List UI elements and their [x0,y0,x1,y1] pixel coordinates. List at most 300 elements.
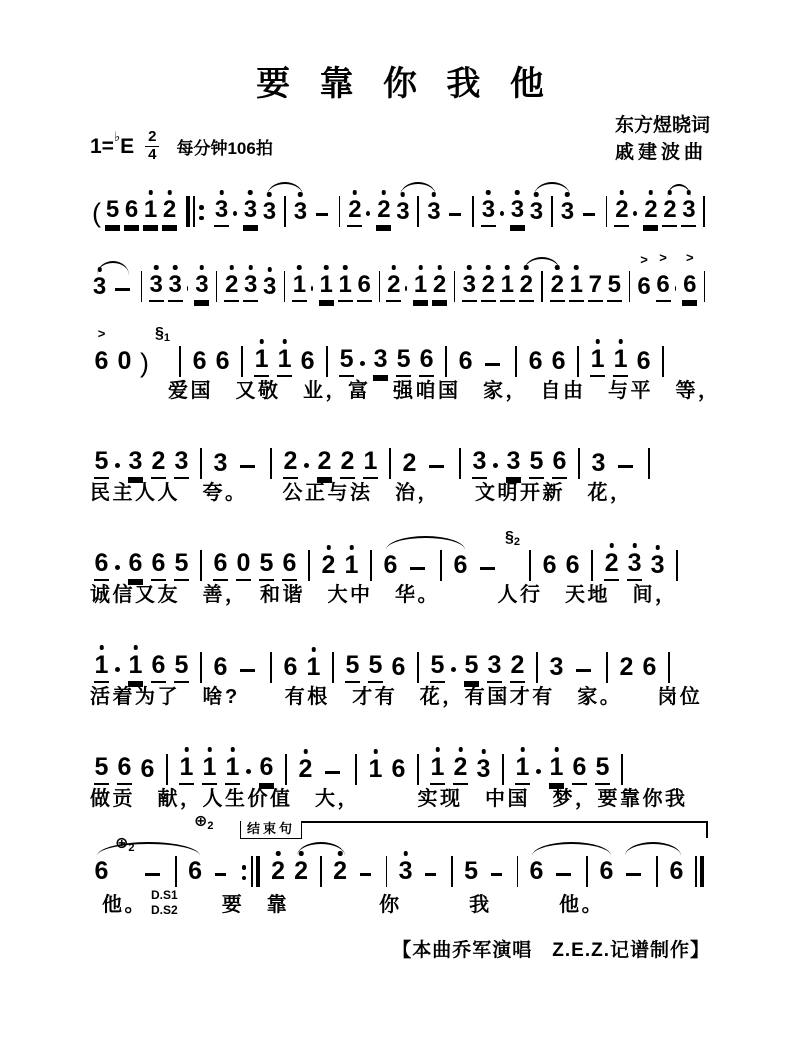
octave-dot-above [173,265,178,270]
note-3: 3 [472,449,487,479]
notation-line-5 [90,523,710,581]
barline [270,652,272,683]
octave-dot-above [311,647,316,652]
accent-mark: > [685,250,694,265]
dash-note [583,213,595,216]
key-prefix [90,129,135,159]
octave-dot-above [148,190,153,195]
barline [141,271,142,302]
barline [179,346,181,377]
tie-group [90,835,207,887]
augmentation-dot [366,211,370,216]
note-3: 3 [395,200,410,227]
note-3: 3 [149,273,164,302]
note-1: 1 [143,198,158,227]
note-1: 1 [277,347,292,377]
augmentation-dot [115,463,120,468]
note-5: 5 [430,653,445,683]
octave-dot-above [207,747,212,752]
lyrics-line-4: 民主人人 夸。 公正与法 治， 文明开新 花， [90,482,633,504]
barline [451,856,452,887]
notation-line-4 [90,421,710,479]
note-1: 1 [344,553,359,581]
tie-arc [386,536,465,550]
note-1: 1 [179,755,194,785]
octave-dot-above [437,265,442,270]
barline [308,550,310,581]
notation-line-7 [90,727,710,785]
dash-note [556,873,571,876]
note-6: 6 [529,857,544,885]
octave-dot-above [418,265,423,270]
octave-dot-above [353,190,358,195]
segno-sign: §1 [155,325,171,344]
octave-dot-above [515,190,520,195]
music-line-7 [90,727,710,812]
augmentation-dot [500,211,504,216]
note-5: 5 [94,755,109,785]
barline [648,448,650,479]
barline [284,196,286,227]
note-3: 3 [591,449,606,477]
augmentation-dot [246,769,251,774]
note-1: 1 [613,347,628,377]
note-6: 6 [283,653,298,681]
barline [606,652,608,683]
dash-note [576,669,591,672]
octave-dot-above [403,851,408,856]
note-1: 1 [363,449,378,479]
dash-note [240,465,255,468]
note-6: 6 [391,653,406,681]
music-line-6 [90,625,710,710]
note-6: 6 [419,347,434,377]
note-1: 1 [306,655,321,683]
octave-dot-above [324,265,329,270]
note-6: 6 [124,198,139,227]
note-6: 6 > [94,326,109,375]
tempo-marking: 每分钟106拍 [176,138,273,158]
note-1: 1 [338,273,353,302]
tie-group [618,841,688,887]
repeat-dots [199,201,204,227]
note-6: 6 [94,551,109,581]
barline [320,856,322,887]
note-6: 6 [565,551,580,579]
note-6: 6 > [656,273,671,302]
octave-dot-above [343,265,348,270]
bar [256,856,260,887]
notation-line-6 [90,625,710,683]
octave-dot-above [668,190,673,195]
octave-dot-above [554,747,559,752]
note-5: 5 [368,653,383,683]
octave-dot-above [230,747,235,752]
note-6: 6 [259,755,274,785]
dash-note [618,465,633,468]
barline [417,754,419,785]
barline [379,271,380,302]
note-1: 1 [569,273,584,302]
note-5: 5 [259,551,274,581]
octave-dot-above [486,190,491,195]
bar [695,856,697,887]
note-1: 1 [500,273,515,302]
barline [339,196,341,227]
dash-note [316,213,328,216]
barline [459,448,461,479]
note-5: 5 [339,347,354,377]
octave-dot-above [229,265,234,270]
note-6: 6 [599,857,614,885]
note-6: 6 [636,347,651,375]
octave-dot-above [534,192,539,197]
octave-dot-above [458,747,463,752]
note-2: 2 [298,757,313,785]
note-3: 3 [243,198,258,227]
close-paren: ) [140,348,149,378]
augmentation-dot [405,286,407,291]
ds2-label: D.S2 [151,903,178,917]
octave-dot-above [297,265,302,270]
note-3: 3 [92,275,107,302]
note-3: 3 [510,198,525,227]
octave-dot-above [392,265,397,270]
octave-dot-above [373,749,378,754]
key-prefix-text: 1= [90,135,114,158]
repeat-begin-barline [184,196,207,227]
note-1: 1 [413,273,428,302]
note-2: 2 [402,449,417,477]
octave-dot-above [326,545,331,550]
barline [541,271,543,302]
barline [355,754,357,785]
bar [700,856,704,887]
octave-dot-above [184,747,189,752]
note-3: 3 [650,553,665,581]
octave-dot-above [349,545,354,550]
octave-dot-above [595,339,600,344]
octave-dot-above [649,190,654,195]
lyric-ending-phrase: 要 靠 你 我 他。 [221,894,605,916]
note-1: 1 [225,755,240,785]
barline [668,652,670,683]
note-0: 0 [236,551,251,581]
note-6: 6 [151,551,166,581]
note-3: 3 [549,653,564,681]
time-signature [145,129,159,163]
augmentation-dot [311,286,313,291]
barline [621,754,623,785]
note-6: 6 [552,449,567,479]
barline [529,550,531,581]
note-3: 3 [214,198,229,227]
note-1: 1 [368,757,383,785]
note-3: 3 [398,859,413,887]
song-title: 要 靠 你 我 他 [256,65,554,103]
note-5: 5 [345,653,360,683]
note-6: 6 [94,857,109,885]
augmentation-dot [187,286,189,291]
octave-dot-above [505,265,510,270]
note-5: 5 [529,449,544,479]
note-7: 7 [588,273,603,302]
octave-dot-above [620,190,625,195]
barline [676,550,678,581]
note-0: 0 [117,347,132,375]
note-5: 5 [607,273,622,302]
bar [251,856,253,887]
octave-dot-above [435,747,440,752]
octave-dot-above [276,851,281,856]
note-3: 3 [462,273,477,302]
dash-note [145,873,160,876]
tie-group [260,181,310,227]
ds1-label: D.S1 [151,888,178,902]
octave-dot-above [267,192,272,197]
ending-phrase-label: 结束句 [240,821,302,839]
barline [578,448,580,479]
octave-dot-above [154,265,159,270]
barline [175,856,177,887]
barline [515,346,517,377]
barline [386,856,387,887]
barline [332,652,334,683]
accent-mark: > [640,252,648,267]
lyrics-line-6: 活着为了 啥? 有根 才有 花，有国才有 家。 岗位 [90,686,703,708]
note-5: 5 [94,449,109,479]
barline [629,271,630,302]
note-6: 6 [528,347,543,375]
note-3: 3 [194,273,209,302]
dash-note [449,213,461,216]
note-3: 3 [481,198,496,227]
note-6: 6 [215,347,230,375]
final-barline [693,856,705,887]
repeat-dots [242,861,247,887]
repeat-end-barline [239,856,262,887]
note-2: 2 [294,859,309,887]
tie-arc [97,842,200,856]
note-1: 1 [292,273,307,302]
note-1: 1 [202,755,217,785]
composer-credit: 戚建波曲 [614,142,707,164]
note-6: 6 [542,551,557,579]
augmentation-dot [536,769,541,774]
augmentation-dot [115,667,120,672]
music-line-4 [90,421,710,506]
dash-note [491,873,502,876]
octave-dot-above [248,190,253,195]
note-3: 3 [262,200,277,227]
note-6: 6 > [682,273,697,302]
tie-group [527,181,577,227]
note-2: 2 [510,653,525,683]
octave-dot-above [97,267,102,272]
bar [186,196,190,227]
coda-glyph: ⊕ [194,813,208,830]
lyrics-line-5: 诚信又友 善， 和谐 大中 华。 人行 天地 间， [90,584,678,606]
octave-dot-above [219,190,224,195]
octave-dot-above [520,747,525,752]
note-2: 2 [604,551,619,581]
barline [200,448,202,479]
time-signature-beats: 2 [145,129,159,147]
header-row [90,107,710,169]
coda-sign: ⊕2 [115,835,135,854]
note-2: 2 [347,198,362,227]
octave-dot-above [282,339,287,344]
octave-dot-above [467,265,472,270]
note-5: 5 [464,857,478,885]
augmentation-dot [360,361,365,366]
note-6: 6 [551,347,566,375]
tie-group [379,535,472,581]
note-3: 3 [560,200,575,227]
barline [502,754,504,785]
octave-dot-above [133,645,138,650]
octave-dot-above [401,192,406,197]
key-tonic: E [120,135,135,158]
note-1: 1 [549,755,564,785]
barline [606,196,608,227]
note-6: 6 [357,273,372,302]
barline [536,652,538,683]
note-2: 2 [224,273,239,302]
note-3: 3 [262,275,277,302]
note-6: 6 [383,551,398,579]
music-line-3 [90,319,721,404]
octave-dot-above [555,265,560,270]
octave-dot-above [167,190,172,195]
note-5: 5 [464,653,479,683]
barline [270,448,272,479]
note-2: 2 [481,273,496,302]
note-3: 3 [174,449,189,479]
note-6: 6 > [637,252,651,300]
augmentation-dot [493,463,498,468]
octave-dot-above [200,265,205,270]
note-3: 3 [293,200,308,227]
octave-dot-above [382,190,387,195]
octave-dot-above [524,265,529,270]
note-2: 2 [151,449,166,479]
octave-dot-above [432,192,437,197]
note-3: 3 [213,449,228,477]
barline [200,652,202,683]
note-6: 6 [213,653,228,681]
tie-arc [625,842,681,856]
barline [704,271,705,302]
note-2: 2 [321,553,336,581]
note-2: 2 [162,198,177,227]
note-6: 6 [453,551,468,579]
augmentation-dot [304,463,309,468]
octave-dot-above [481,749,486,754]
accent-mark: > [659,250,667,265]
barline [285,754,287,785]
note-2: 2 [283,449,298,479]
dash-note [410,567,425,570]
mark-number: 2 [128,842,135,854]
dash-note [115,288,130,291]
notation-line-2 [90,244,710,302]
note-3: 3 [426,200,441,227]
barline [445,346,447,377]
lyrics-line-3: 爱国 又敬 业，富 强咱国 家， 自由 与平 等， [168,380,721,402]
note-6: 6 [669,857,684,885]
note-5: 5 [105,198,120,227]
lyrics-line-8 [102,888,710,918]
note-6: 6 [188,857,202,885]
note-6: 6 [300,347,315,375]
dash-note [425,873,436,876]
note-3: 3 [681,198,696,227]
note-2: 2 [614,198,629,227]
note-3: 3 [487,653,502,683]
ending-bracket [194,813,708,838]
augmentation-dot [233,211,237,216]
barline [417,196,419,227]
music-line-5 [90,523,710,608]
note-2: 2 [376,198,391,227]
bar [193,196,195,227]
augmentation-dot [633,211,637,216]
barline [417,652,419,683]
octave-dot-above [687,190,692,195]
augmentation-dot [451,667,456,672]
barline [551,196,553,227]
octave-dot-above [259,339,264,344]
dash-note [360,873,371,876]
tie-group [660,183,698,227]
note-5: 5 [174,551,189,581]
note-3: 3 [128,449,143,479]
note-3: 3 [168,273,183,302]
key-signature [90,129,273,163]
note-2: 2 [643,198,658,227]
augmentation-dot [675,286,677,291]
barline [517,856,518,887]
octave-dot-above [248,265,253,270]
tie-group [90,260,136,302]
coda-number: 2 [207,820,214,832]
octave-dot-above [609,543,614,548]
barline [326,346,328,377]
note-6: 6 [213,551,228,581]
note-5: 5 [595,755,610,785]
music-line-1 [90,169,710,227]
note-2: 2 [340,449,355,479]
note-1: 1 [590,347,605,377]
tie-group [517,256,567,302]
note-6: 6 [117,755,132,785]
tie-group [393,181,443,227]
dash-note [485,363,500,366]
dal-segno-labels [151,888,178,918]
lyricist-credit: 东方煜晓词 [614,114,710,136]
note-3: 3 [506,449,521,479]
note-2: 2 [386,273,401,302]
dash-note [480,567,495,570]
augmentation-dot [115,565,120,570]
octave-dot-above [298,192,303,197]
note-2: 2 [550,273,565,302]
flat-sign: ♭ [113,129,121,144]
octave-dot-above [574,265,579,270]
barline [241,346,243,377]
note-2: 2 [662,198,677,227]
